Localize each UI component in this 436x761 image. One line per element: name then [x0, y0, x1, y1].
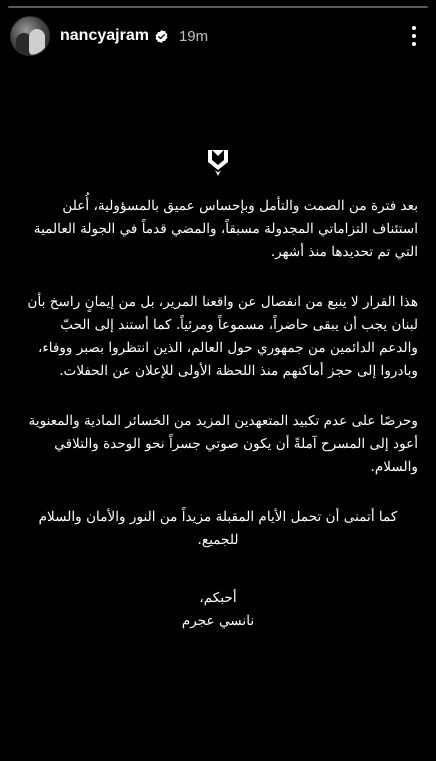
statement-text	[18, 195, 418, 633]
statement-paragraph-1: بعد فترة من الصمت والتأمل وبإحساس عميق بالمسؤولية، أُعلن استئناف التزاماتي المجدولة مسبقاً، والمضي قدماً في الجولة العالمية التي تم تحديدها منذ أشهر.	[33, 198, 418, 260]
story-progress-bar	[8, 6, 428, 8]
more-vertical-icon-dot	[412, 26, 416, 30]
nw-monogram-logo	[206, 148, 230, 178]
username[interactable]: nancyajram	[60, 27, 149, 44]
verified-badge-icon	[154, 29, 169, 44]
signature: نانسي عجرم	[181, 613, 255, 629]
more-vertical-icon-dot	[412, 34, 416, 38]
avatar-figure-right	[29, 29, 45, 55]
statement-paragraph-4: كما أتمنى أن تحمل الأيام المقبلة مزيداً من النور والأمان والسلام للجميع.	[38, 509, 398, 548]
avatar[interactable]	[10, 16, 50, 56]
closing-block	[18, 587, 418, 633]
more-options-button[interactable]	[402, 21, 426, 51]
post-time: 19m	[178, 27, 209, 45]
statement-paragraph-3: وحرصًا على عدم تكبيد المتعهدين المزيد من الخسائر المادية والمعنوية أعود إلى المسرح آملةً أن يكون صوتي جسراً نحو الوحدة والتلاقي والسلام.	[28, 413, 418, 475]
story-header	[10, 14, 426, 58]
closing-greeting: أحبكم،	[199, 590, 237, 606]
more-vertical-icon-dot	[412, 42, 416, 46]
statement-paragraph-2: هذا القرار لا ينبع من انفصال عن واقعنا المرير، بل من إيمانٍ راسخ بأن لبنان يجب أن يبقى حاضراً، مسموعاً ومرئياً. كما أستند إلى الحبّ والدعم الدائمين من جمهوري حول العالم، الذين انتظروا بصبر ووفاء، وبادروا إلى حجز أماكنهم منذ اللحظة الأولى للإعلان عن الحفلات.	[27, 294, 418, 379]
